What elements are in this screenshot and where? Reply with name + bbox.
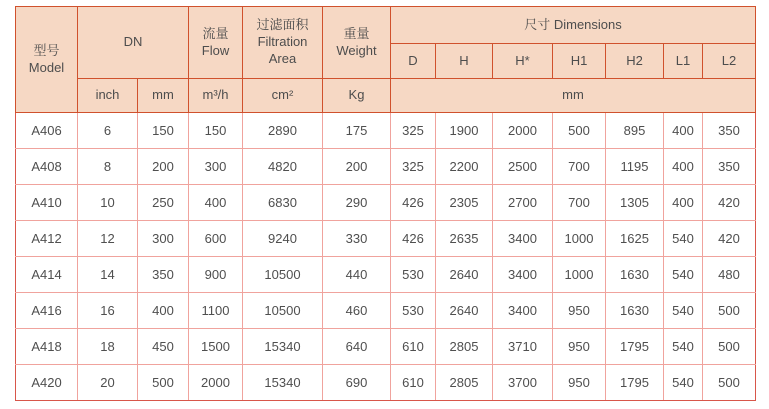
spec-cell: 3710 bbox=[493, 329, 553, 365]
header-dim-d: D bbox=[391, 44, 436, 79]
spec-cell: 690 bbox=[323, 365, 391, 401]
spec-cell: 20 bbox=[78, 365, 138, 401]
spec-cell: 1625 bbox=[606, 221, 664, 257]
spec-cell: 1630 bbox=[606, 257, 664, 293]
spec-cell: 700 bbox=[553, 185, 606, 221]
spec-cell: 8 bbox=[78, 149, 138, 185]
spec-cell: 640 bbox=[323, 329, 391, 365]
spec-cell: 450 bbox=[138, 329, 189, 365]
header-flow: 流量 Flow bbox=[189, 7, 243, 79]
spec-cell: 1000 bbox=[553, 221, 606, 257]
spec-cell: 500 bbox=[703, 365, 756, 401]
spec-cell: 500 bbox=[703, 329, 756, 365]
model-cell: A412 bbox=[16, 221, 78, 257]
table-row bbox=[16, 113, 756, 149]
spec-cell: 400 bbox=[664, 149, 703, 185]
table-row bbox=[16, 365, 756, 401]
spec-cell: 1305 bbox=[606, 185, 664, 221]
spec-cell: 1500 bbox=[189, 329, 243, 365]
spec-cell: 325 bbox=[391, 149, 436, 185]
spec-cell: 10500 bbox=[243, 293, 323, 329]
spec-cell: 540 bbox=[664, 329, 703, 365]
spec-cell: 1630 bbox=[606, 293, 664, 329]
spec-cell: 440 bbox=[323, 257, 391, 293]
spec-cell: 2000 bbox=[189, 365, 243, 401]
table-row bbox=[16, 329, 756, 365]
spec-cell: 540 bbox=[664, 365, 703, 401]
spec-cell: 18 bbox=[78, 329, 138, 365]
spec-cell: 950 bbox=[553, 365, 606, 401]
spec-cell: 900 bbox=[189, 257, 243, 293]
spec-cell: 700 bbox=[553, 149, 606, 185]
model-cell: A406 bbox=[16, 113, 78, 149]
spec-cell: 15340 bbox=[243, 329, 323, 365]
spec-cell: 6 bbox=[78, 113, 138, 149]
spec-cell: 400 bbox=[664, 185, 703, 221]
spec-cell: 2640 bbox=[436, 257, 493, 293]
spec-cell: 610 bbox=[391, 365, 436, 401]
spec-cell: 950 bbox=[553, 329, 606, 365]
spec-cell: 500 bbox=[703, 293, 756, 329]
spec-cell: 175 bbox=[323, 113, 391, 149]
spec-cell: 2635 bbox=[436, 221, 493, 257]
spec-cell: 420 bbox=[703, 221, 756, 257]
spec-cell: 540 bbox=[664, 257, 703, 293]
header-dim-l2: L2 bbox=[703, 44, 756, 79]
header-dimensions: 尺寸 Dimensions bbox=[391, 7, 756, 44]
spec-cell: 3400 bbox=[493, 257, 553, 293]
spec-cell: 150 bbox=[189, 113, 243, 149]
unit-flow: m³/h bbox=[189, 79, 243, 113]
unit-weight: Kg bbox=[323, 79, 391, 113]
header-row-1 bbox=[16, 7, 756, 44]
spec-cell: 2700 bbox=[493, 185, 553, 221]
spec-cell: 2805 bbox=[436, 329, 493, 365]
spec-cell: 3700 bbox=[493, 365, 553, 401]
model-cell: A416 bbox=[16, 293, 78, 329]
spec-cell: 540 bbox=[664, 221, 703, 257]
table-header bbox=[16, 7, 756, 113]
spec-cell: 1795 bbox=[606, 329, 664, 365]
header-dim-h: H bbox=[436, 44, 493, 79]
spec-cell: 16 bbox=[78, 293, 138, 329]
spec-cell: 2805 bbox=[436, 365, 493, 401]
spec-cell: 6830 bbox=[243, 185, 323, 221]
spec-cell: 350 bbox=[703, 149, 756, 185]
table-row bbox=[16, 149, 756, 185]
spec-cell: 426 bbox=[391, 221, 436, 257]
spec-cell: 1000 bbox=[553, 257, 606, 293]
spec-cell: 2640 bbox=[436, 293, 493, 329]
model-cell: A414 bbox=[16, 257, 78, 293]
spec-cell: 350 bbox=[703, 113, 756, 149]
spec-cell: 330 bbox=[323, 221, 391, 257]
header-dim-hstar: H* bbox=[493, 44, 553, 79]
spec-cell: 2200 bbox=[436, 149, 493, 185]
spec-cell: 3400 bbox=[493, 221, 553, 257]
table-body bbox=[16, 113, 756, 401]
header-dim-h1: H1 bbox=[553, 44, 606, 79]
spec-cell: 250 bbox=[138, 185, 189, 221]
header-dim-h2: H2 bbox=[606, 44, 664, 79]
spec-cell: 2000 bbox=[493, 113, 553, 149]
table-row bbox=[16, 293, 756, 329]
spec-cell: 4820 bbox=[243, 149, 323, 185]
spec-cell: 9240 bbox=[243, 221, 323, 257]
model-cell: A410 bbox=[16, 185, 78, 221]
spec-cell: 420 bbox=[703, 185, 756, 221]
header-model: 型号 Model bbox=[16, 7, 78, 113]
spec-cell: 530 bbox=[391, 293, 436, 329]
header-filtration-area: 过滤面积 Filtration Area bbox=[243, 7, 323, 79]
spec-cell: 290 bbox=[323, 185, 391, 221]
spec-cell: 950 bbox=[553, 293, 606, 329]
model-cell: A420 bbox=[16, 365, 78, 401]
header-dim-l1: L1 bbox=[664, 44, 703, 79]
unit-mm: mm bbox=[138, 79, 189, 113]
unit-dimensions: mm bbox=[391, 79, 756, 113]
spec-cell: 400 bbox=[138, 293, 189, 329]
header-dn: DN bbox=[78, 7, 189, 79]
spec-cell: 2890 bbox=[243, 113, 323, 149]
header-weight: 重量 Weight bbox=[323, 7, 391, 79]
spec-cell: 150 bbox=[138, 113, 189, 149]
spec-cell: 530 bbox=[391, 257, 436, 293]
spec-cell: 350 bbox=[138, 257, 189, 293]
spec-cell: 1795 bbox=[606, 365, 664, 401]
model-cell: A418 bbox=[16, 329, 78, 365]
spec-cell: 400 bbox=[664, 113, 703, 149]
spec-cell: 10 bbox=[78, 185, 138, 221]
spec-cell: 14 bbox=[78, 257, 138, 293]
spec-cell: 10500 bbox=[243, 257, 323, 293]
unit-inch: inch bbox=[78, 79, 138, 113]
spec-cell: 610 bbox=[391, 329, 436, 365]
spec-cell: 500 bbox=[138, 365, 189, 401]
unit-area: cm² bbox=[243, 79, 323, 113]
spec-cell: 1100 bbox=[189, 293, 243, 329]
table-row bbox=[16, 221, 756, 257]
spec-cell: 540 bbox=[664, 293, 703, 329]
spec-cell: 200 bbox=[323, 149, 391, 185]
spec-cell: 600 bbox=[189, 221, 243, 257]
spec-cell: 1900 bbox=[436, 113, 493, 149]
spec-cell: 2305 bbox=[436, 185, 493, 221]
spec-cell: 300 bbox=[138, 221, 189, 257]
spec-cell: 12 bbox=[78, 221, 138, 257]
spec-cell: 400 bbox=[189, 185, 243, 221]
spec-cell: 300 bbox=[189, 149, 243, 185]
spec-cell: 895 bbox=[606, 113, 664, 149]
spec-cell: 460 bbox=[323, 293, 391, 329]
spec-cell: 426 bbox=[391, 185, 436, 221]
spec-cell: 325 bbox=[391, 113, 436, 149]
spec-cell: 1195 bbox=[606, 149, 664, 185]
spec-cell: 480 bbox=[703, 257, 756, 293]
spec-table-container bbox=[15, 6, 756, 401]
table-row bbox=[16, 257, 756, 293]
table-row bbox=[16, 185, 756, 221]
spec-table bbox=[15, 6, 756, 401]
header-row-3 bbox=[16, 79, 756, 113]
model-cell: A408 bbox=[16, 149, 78, 185]
spec-cell: 3400 bbox=[493, 293, 553, 329]
spec-cell: 2500 bbox=[493, 149, 553, 185]
spec-cell: 200 bbox=[138, 149, 189, 185]
spec-cell: 15340 bbox=[243, 365, 323, 401]
spec-cell: 500 bbox=[553, 113, 606, 149]
